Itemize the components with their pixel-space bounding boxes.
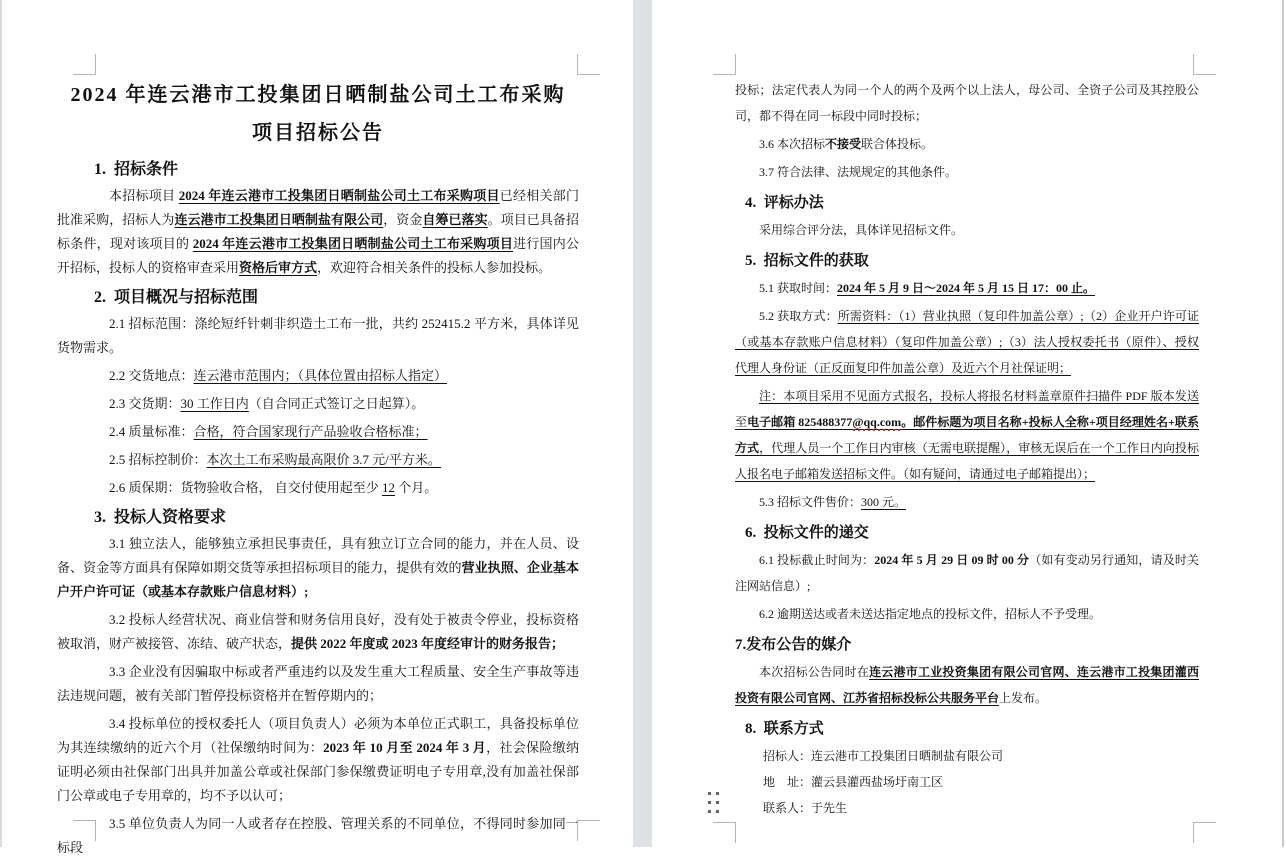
paragraph-3-2 [57, 608, 579, 656]
text-run: 2024 年 5 月 9 日～2024 年 5 月 15 日 17：00 止。 [837, 281, 1096, 295]
text-run: 2024 年 5 月 29 日 09 时 00 分 [874, 553, 1030, 567]
paragraph-2-5 [57, 448, 579, 472]
contact-line-bidder [735, 743, 1199, 769]
paragraph-3-7 [735, 159, 1199, 185]
text-run: 个月。 [395, 480, 438, 495]
text-run: 自筹已落实 [422, 212, 488, 227]
text-run: 。项目已具备招标条件，现对该项目的 [57, 212, 579, 251]
text-boundary-mark [713, 54, 736, 75]
text-run: 投标；法定代表人为同一个人的两个及两个以上法人，母公司、全资子公司及其控股公司，都不得在同一标段中同时投标； [735, 83, 1199, 123]
text-run: 2.5 招标控制价： [109, 452, 207, 467]
text-run: 不接受 [825, 137, 862, 151]
text-run: 所需资料：（1）营业执照（复印件加盖公章）;（2）企业开户许可证（或基本存款账户信息材料）（复印件加盖公章）;（3）法人授权委托书（原件）、授权代理人身份证（正反面复印件加盖公章）及近六个月社保证明； [735, 309, 1199, 375]
drag-handle-icon[interactable] [708, 792, 711, 795]
page-gap [633, 0, 652, 847]
text-run: 5.3 招标文件售价： [759, 495, 862, 509]
text-run: 3.1 独立法人，能够独立承担民事责任，具有独立订立合同的能力，并在人员、设备、资金等方面具有保障如期交货等承担招标项目的能力，提供有效的 [57, 536, 579, 575]
paragraph-6-1 [735, 547, 1199, 599]
text-run: 7.发布公告的媒介 [735, 637, 852, 653]
paragraph-3-4 [57, 712, 579, 808]
text-run: 1. 招标条件 [94, 161, 179, 178]
text-run: 连云港市工业投资集团有限公司官网、连云港市工投集团灌西投资有限公司官网、江苏省招标投标公共服务平台 [735, 665, 1199, 705]
text-run: 4. 评标办法 [745, 195, 824, 211]
paragraph-2-6 [57, 476, 579, 500]
text-run: 3.4 投标单位的授权委托人（项目负责人）必须为本单位正式职工，具备投标单位为其连续缴纳的近六个月（社保缴纳时间为： [57, 716, 579, 755]
paragraph-5-2 [735, 303, 1199, 381]
text-run: 2.3 交货期： [109, 396, 181, 411]
text-run: 本次招标公告同时在 [759, 665, 870, 679]
text-run: 本招标项目 [109, 188, 179, 203]
text-run: 5.1 获取时间： [759, 281, 838, 295]
text-run: 连云港市范围内；（具体位置由招标人指定） [193, 368, 448, 383]
text-run: 2023 年 10 月至 2024 年 3 月 [323, 740, 487, 755]
text-run: （自合同正式签订之日起算）。 [248, 396, 425, 411]
text-run: 300 元。 [861, 495, 907, 509]
doc-title-line-1 [57, 76, 579, 114]
paragraph-2-4 [57, 420, 579, 444]
contact-line-address [735, 769, 1199, 795]
text-run: 。邮件标题为项目名称+投标人全称+项目经理姓名+联系方式 [735, 415, 1199, 455]
paragraph-2-3 [57, 392, 579, 416]
text-run: 5.2 获取方式： [759, 309, 838, 323]
paragraph-5-3 [735, 489, 1199, 515]
text-boundary-mark [577, 820, 600, 841]
page-1-content [57, 76, 579, 864]
text-run: 电子邮箱 825488377 [747, 415, 853, 429]
paragraph-5-note [735, 383, 1199, 487]
text-run: 6.1 投标截止时间为： [759, 553, 875, 567]
paragraph-2-2 [57, 364, 579, 388]
section-heading-7 [735, 633, 1199, 657]
text-boundary-mark [1193, 822, 1216, 843]
text-run: 2024 年连云港市工投集团日晒制盐公司土工布采购项目 [192, 236, 514, 251]
paragraph-3-3 [57, 660, 579, 708]
text-run: 2.1 招标范围：涤纶短纤针刺非织造土工布一批，共约 252415.2 平方米，具体详见货物需求。 [57, 316, 579, 355]
text-run: 3.2 投标人经营状况、商业信誉和财务信用良好，没有处于被责令停业，投标资格被取消，财产被接管、冻结、破产状态， [57, 612, 579, 651]
text-run: 营业执照、企业基本户开户许可证（或基本存款账户信息材料）; [57, 560, 579, 599]
viewer-right-edge[interactable] [1282, 0, 1284, 847]
section-heading-2 [57, 286, 579, 310]
text-run: 招标人：连云港市工投集团日晒制盐有限公司 [763, 749, 1004, 763]
text-run: ，欢迎符合相关条件的投标人参加投标。 [317, 260, 552, 275]
text-run: 3.3 企业没有因骗取中标或者严重违约以及发生重大工程质量、安全生产事故等违法违规问题，被有关部门暂停投标资格并在暂停期内的； [57, 664, 579, 703]
paragraph-7-1 [735, 659, 1199, 711]
text-run: （如有变动另行通知，请及时关注网站信息）; [735, 553, 1199, 593]
section-heading-3 [57, 506, 579, 530]
page-1 [2, 0, 633, 855]
text-run: 5. 招标文件的获取 [745, 253, 869, 269]
text-run: 合格，符合国家现行产品验收合格标准； [193, 424, 428, 439]
text-run: 12 [382, 480, 396, 495]
text-run: 2024 年连云港市工投集团日晒制盐公司土工布采购项目 [178, 188, 500, 203]
text-run: 6. 投标文件的递交 [745, 525, 869, 541]
text-run: 3.5 单位负责人为同一人或者存在控股、管理关系的不同单位，不得同时参加同一标段 [57, 816, 579, 855]
text-run: 8. 联系方式 [745, 721, 824, 737]
text-run: 项目招标公告 [252, 122, 384, 144]
text-run: 地 址：灌云县灌西盐场圩南工区 [763, 775, 944, 789]
text-run: 进行国内公开招标，投标人的资格审查采用 [57, 236, 579, 275]
paragraph-3-1 [57, 532, 579, 604]
text-run: 提供 2022 年度或 2023 年度经审计的财务报告； [291, 636, 565, 651]
section-heading-6 [735, 521, 1199, 545]
text-run: 联系人：于先生 [763, 801, 848, 815]
section-heading-8 [735, 717, 1199, 741]
text-run: 联合体投标。 [861, 137, 934, 151]
text-run: 2.4 质量标准： [109, 424, 194, 439]
section-heading-4 [735, 191, 1199, 215]
text-run: 采用综合评分法，具体详见招标文件。 [759, 223, 964, 237]
paragraph-3-5 [57, 812, 579, 860]
paragraph-1-1 [57, 184, 579, 280]
page-2 [652, 0, 1282, 847]
paragraph-3-6 [735, 131, 1199, 157]
section-heading-5 [735, 249, 1199, 273]
paragraph-5-1 [735, 275, 1199, 301]
text-run: 2.2 交货地点： [109, 368, 194, 383]
text-run: ，社会保险缴纳证明必须由社保部门出具并加盖公章或社保部门参保缴费证明电子专用章,没有加盖社保部门公章或电子专用章的，均不予以认可； [57, 740, 579, 803]
text-run: 连云港市工投集团日晒制盐有限公司 [174, 212, 384, 227]
section-heading-1 [57, 158, 579, 182]
text-run: 2. 项目概况与招标范围 [94, 289, 259, 306]
text-run: 上发布。 [999, 691, 1048, 705]
text-run: 3. 投标人资格要求 [94, 509, 227, 526]
text-boundary-mark [713, 822, 736, 843]
text-run: 30 工作日内 [180, 396, 249, 411]
text-run: 已经相关部门批准采购，招标人为 [57, 188, 579, 227]
text-boundary-mark [73, 54, 96, 75]
text-run: 2.6 质保期：货物验收合格， 自交付使用起至少 [109, 480, 383, 495]
text-run: 2024 年连云港市工投集团日晒制盐公司土工布采购 [70, 84, 566, 106]
text-boundary-mark [73, 820, 96, 841]
text-run: 注：本项目采用不见面方式报名，投标人将报名材料盖章原件扫描件 PDF 版本发送至 [735, 389, 1199, 429]
viewer-left-edge [0, 0, 2, 847]
text-run: 资格后审方式 [239, 260, 318, 275]
text-run: ，代理人员一个工作日内审核（无需电联提醒），审核无误后在一个工作日内向投标人报名电子邮箱发送招标文件。（如有疑问，请通过电子邮箱提出）； [735, 441, 1199, 481]
contact-line-person [735, 795, 1199, 821]
text-run: 3.7 符合法律、法规规定的其他条件。 [759, 165, 958, 179]
paragraph-4-1 [735, 217, 1199, 243]
paragraph-3-5-cont [735, 77, 1199, 129]
text-run: 6.2 逾期送达或者未送达指定地点的投标文件，招标人不予受理。 [759, 607, 1102, 621]
text-run: ，资金 [383, 212, 423, 227]
text-run: @qq.com [852, 415, 902, 429]
doc-title-line-2 [57, 114, 579, 152]
paragraph-2-1 [57, 312, 579, 360]
text-boundary-mark [577, 54, 600, 75]
text-run: 本次土工布采购最高限价 3.7 元/平方米。 [206, 452, 441, 467]
paragraph-6-2 [735, 601, 1199, 627]
page-2-content [735, 77, 1199, 821]
text-run: 3.6 本次招标 [759, 137, 826, 151]
text-boundary-mark [1193, 54, 1216, 75]
